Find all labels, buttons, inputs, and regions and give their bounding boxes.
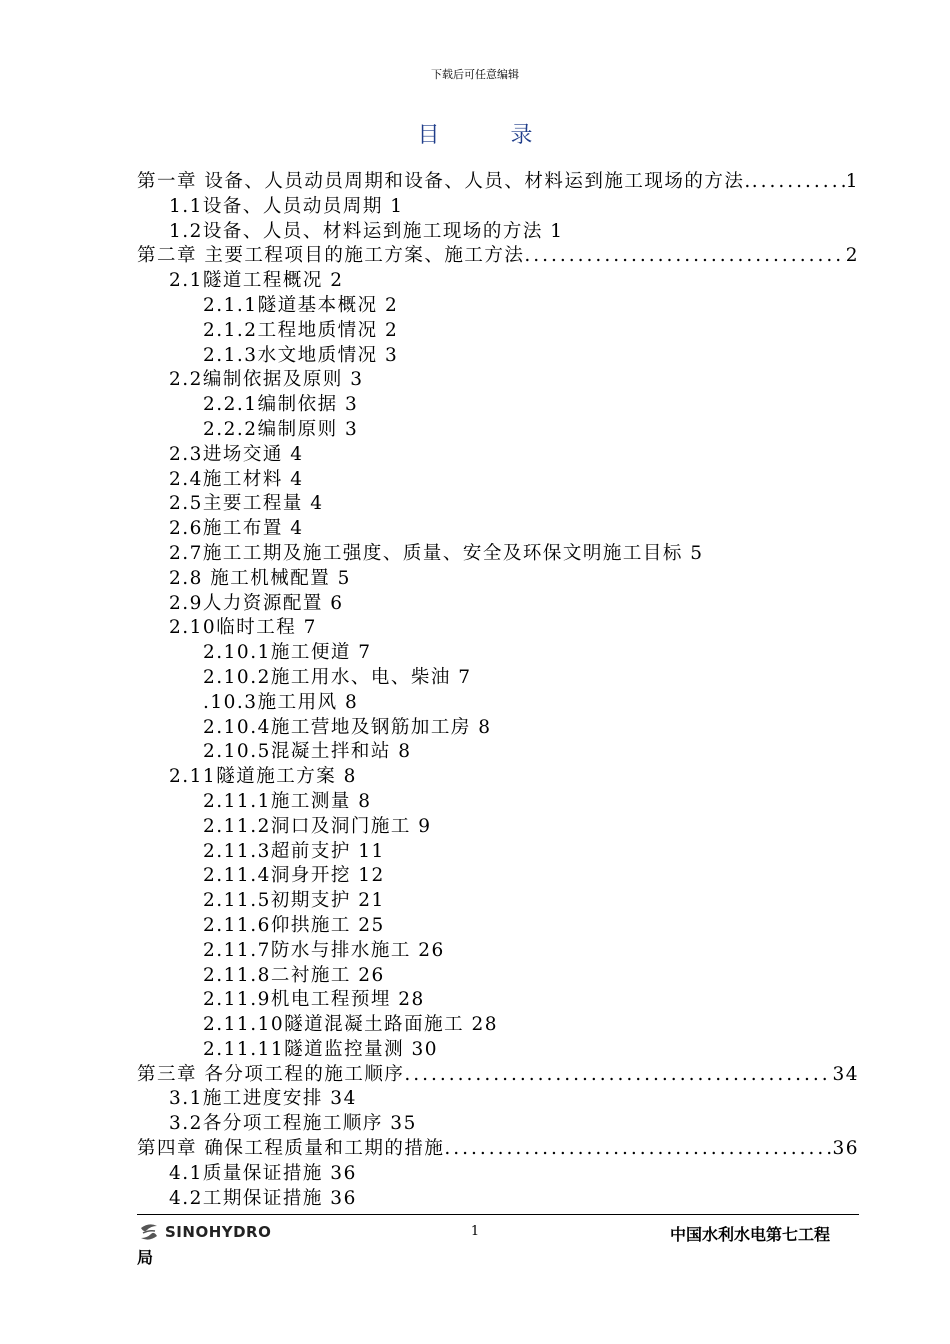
toc-entry-level2[interactable]: 2.1隧道工程概况 2 xyxy=(169,270,344,292)
logo-text: SINOHYDRO xyxy=(165,1223,272,1241)
toc-entry-page: 1 xyxy=(845,171,859,192)
toc-entry-level3[interactable]: 2.11.11隧道监控量测 30 xyxy=(203,1038,439,1060)
page-number: 1 xyxy=(470,1224,480,1239)
toc-entry-level3[interactable]: 2.1.2工程地质情况 2 xyxy=(203,319,399,341)
header-note: 下载后可任意编辑 xyxy=(431,68,519,81)
toc-entry-level3[interactable]: 2.11.4洞身开挖 12 xyxy=(203,865,385,887)
toc-entry-level2[interactable]: 3.2各分项工程施工顺序 35 xyxy=(169,1113,417,1135)
toc-entry-level3[interactable]: 2.11.9机电工程预埋 28 xyxy=(203,989,425,1011)
toc-entry-level2[interactable]: 2.7施工工期及施工强度、质量、安全及环保文明施工目标 5 xyxy=(169,542,704,564)
toc-entry-title: 第二章 主要工程项目的施工方案、施工方法 xyxy=(137,245,525,267)
toc-entry-level2[interactable]: 3.1施工进度安排 34 xyxy=(169,1088,357,1110)
toc-entry-level1[interactable] xyxy=(137,1063,859,1088)
toc-entry-level2[interactable]: 2.11隧道施工方案 8 xyxy=(169,766,357,788)
toc-entry-level2[interactable]: 2.8 施工机械配置 5 xyxy=(169,567,351,589)
toc-leader-dots xyxy=(752,170,846,195)
toc-entry-level2[interactable]: 2.3进场交通 4 xyxy=(169,443,304,465)
toc-entry-level3[interactable]: 2.10.4施工营地及钢筋加工房 8 xyxy=(203,716,492,738)
toc-entry-level3[interactable]: 2.11.1施工测量 8 xyxy=(203,790,372,812)
toc-entry-title: 第四章 确保工程质量和工期的措施 xyxy=(137,1138,445,1160)
toc-entry-level2[interactable]: 2.10临时工程 7 xyxy=(169,617,317,639)
toc-entry-title: 第三章 各分项工程的施工顺序 xyxy=(137,1063,405,1085)
toc-entry-page: 34 xyxy=(832,1063,859,1085)
toc-entry-level1[interactable] xyxy=(137,244,859,269)
toc-entry-level2[interactable]: 4.2工期保证措施 36 xyxy=(169,1187,357,1209)
toc-leader-dots xyxy=(404,1063,832,1088)
toc-leader-dots xyxy=(444,1137,832,1162)
toc-entry-level3[interactable]: 2.10.5混凝土拌和站 8 xyxy=(203,741,412,763)
toc-entry-level2[interactable]: 2.2编制依据及原则 3 xyxy=(169,369,364,391)
toc-entry-level2[interactable]: 2.5主要工程量 4 xyxy=(169,493,324,515)
toc-entry-page: 2 xyxy=(845,245,859,267)
toc-entry-level3[interactable]: .10.3施工用风 8 xyxy=(203,691,359,713)
toc-entry-title: 第一章 设备、人员动员周期和设备、人员、材料运到施工现场的方法. xyxy=(137,171,752,192)
toc-entry-level3[interactable]: 2.11.6仰拱施工 25 xyxy=(203,914,385,936)
toc-entry-level3[interactable]: 2.10.2施工用水、电、柴油 7 xyxy=(203,666,472,688)
toc-entry-level3[interactable]: 2.11.10隧道混凝土路面施工 28 xyxy=(203,1014,499,1036)
toc-entry-level3[interactable]: 2.11.3超前支护 11 xyxy=(203,840,385,862)
toc-title: 目 录 xyxy=(417,123,565,148)
toc-entry-level1[interactable] xyxy=(137,170,859,195)
toc-entry-level3[interactable]: 2.11.8二衬施工 26 xyxy=(203,964,385,986)
toc-entry-level2[interactable]: 1.1设备、人员动员周期 1 xyxy=(169,195,404,217)
toc-entry-level3[interactable]: 2.11.5初期支护 21 xyxy=(203,890,385,912)
toc-entry-level2[interactable]: 4.1质量保证措施 36 xyxy=(169,1162,357,1184)
toc-entry-level2[interactable]: 1.2设备、人员、材料运到施工现场的方法 1 xyxy=(169,220,564,242)
toc-leader-dots xyxy=(524,244,845,269)
toc-entry-level3[interactable]: 2.11.7防水与排水施工 26 xyxy=(203,939,445,961)
toc-entry-level2[interactable]: 2.6施工布置 4 xyxy=(169,518,304,540)
toc-entry-level2[interactable]: 2.9人力资源配置 6 xyxy=(169,592,344,614)
toc-entry-level2[interactable]: 2.4施工材料 4 xyxy=(169,468,304,490)
toc-entry-level3[interactable]: 2.2.1编制依据 3 xyxy=(203,394,359,416)
table-of-contents xyxy=(137,170,859,1211)
toc-entry-level1[interactable] xyxy=(137,1137,859,1162)
toc-entry-page: 36 xyxy=(832,1138,859,1160)
toc-entry-level3[interactable]: 2.11.2洞口及洞门施工 9 xyxy=(203,815,432,837)
toc-entry-level3[interactable]: 2.2.2编制原则 3 xyxy=(203,418,359,440)
toc-entry-level3[interactable]: 2.1.1隧道基本概况 2 xyxy=(203,294,399,316)
toc-entry-level3[interactable]: 2.1.3水文地质情况 3 xyxy=(203,344,399,366)
footer-divider xyxy=(137,1214,859,1215)
company-name: 中国水利水电第七工程 xyxy=(670,1225,831,1244)
company-name-wrap: 局 xyxy=(137,1248,154,1267)
toc-entry-level3[interactable]: 2.10.1施工便道 7 xyxy=(203,642,372,664)
